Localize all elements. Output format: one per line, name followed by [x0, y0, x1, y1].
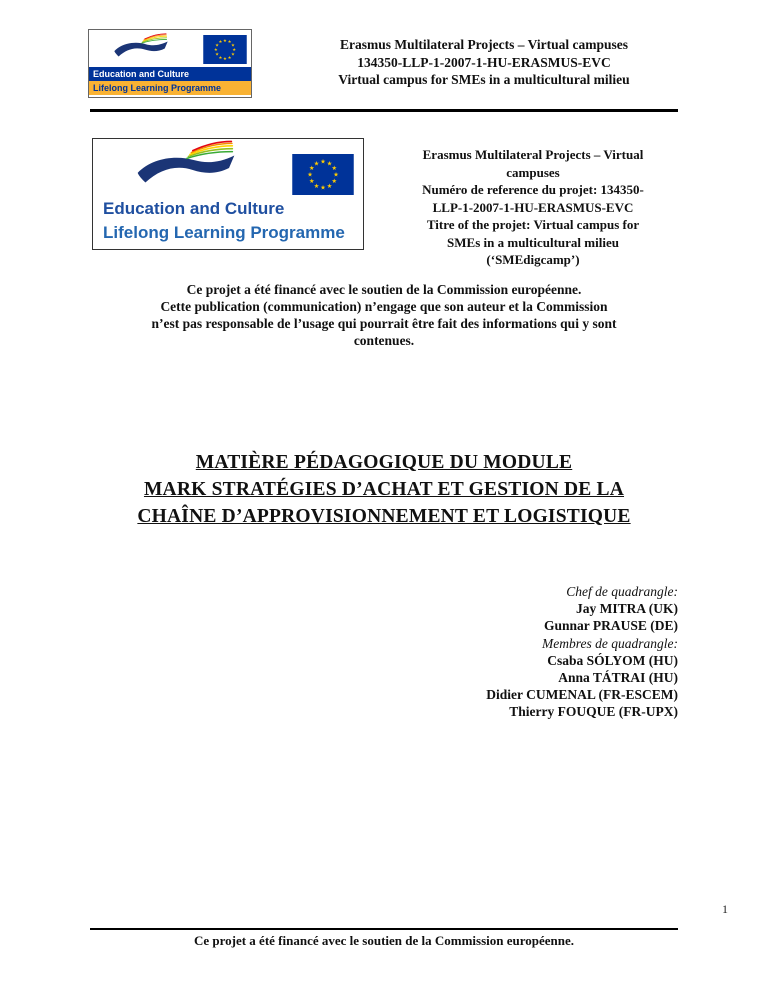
document-title — [0, 449, 768, 530]
project-line: campuses — [506, 164, 560, 180]
project-line: Numéro de reference du projet: 134350- — [422, 182, 644, 197]
page-number: 1 — [722, 902, 728, 916]
llp-swoosh-icon — [91, 33, 191, 65]
header-line-2: 134350-LLP-1-2007-1-HU-ERASMUS-EVC — [357, 54, 611, 70]
logo-caption-llp: Lifelong Learning Programme — [103, 223, 345, 242]
project-line: Erasmus Multilateral Projects – Virtual — [422, 147, 644, 162]
author-name: Gunnar PRAUSE (DE) — [543, 618, 678, 634]
project-line: SMEs in a multicultural milieu — [447, 234, 619, 250]
project-line: LLP-1-2007-1-HU-ERASMUS-EVC — [432, 199, 634, 215]
chef-label: Chef de quadrangle: — [566, 584, 678, 599]
header-divider — [90, 109, 678, 112]
author-name: Anna TÁTRAI (HU) — [558, 670, 678, 686]
logo-caption-education: Education and Culture — [103, 199, 285, 218]
funding-disclaimer — [84, 281, 684, 349]
author-name: Thierry FOUQUE (FR-UPX) — [509, 704, 678, 720]
disclaimer-line: contenues. — [353, 333, 415, 348]
membres-label: Membres de quadrangle: — [542, 635, 678, 651]
project-reference-block — [382, 146, 684, 269]
footer-divider — [90, 928, 678, 930]
eu-flag-icon — [292, 154, 354, 195]
logo-caption-education: Education and Culture — [89, 67, 251, 81]
header-line-1: Erasmus Multilateral Projects – Virtual campuses — [339, 37, 629, 52]
page-header-text — [300, 36, 668, 89]
footer-text: Ce projet a été financé avec le soutien de la Commission européenne. — [193, 933, 575, 948]
title-line-3: CHAÎNE D’APPROVISIONNEMENT ET LOGISTIQUE — [137, 506, 631, 527]
author-name: Jay MITRA (UK) — [576, 601, 678, 617]
eu-flag-icon — [203, 35, 247, 64]
llp-logo-large — [92, 138, 364, 250]
llp-swoosh-icon — [97, 140, 275, 198]
project-line: (‘SMEdigcamp’) — [486, 252, 580, 267]
author-name: Didier CUMENAL (FR-ESCEM) — [486, 687, 678, 703]
title-line-1: MATIÈRE PÉDAGOGIQUE DU MODULE — [195, 452, 573, 473]
logo-caption-llp: Lifelong Learning Programme — [89, 81, 251, 95]
disclaimer-line: n’est pas responsable de l’usage qui pourrait être fait des informations qui y sont — [151, 316, 617, 331]
project-line: Titre of the projet: Virtual campus for — [426, 217, 640, 232]
llp-logo-small — [88, 29, 252, 98]
llp-logo-small-graphics — [89, 30, 251, 67]
disclaimer-line: Cette publication (communication) n’engage que son auteur et la Commission — [160, 299, 608, 314]
header-line-3: Virtual campus for SMEs in a multicultural milieu — [338, 72, 630, 87]
authors-block — [278, 583, 678, 721]
title-line-2: MARK STRATÉGIES D’ACHAT ET GESTION DE LA — [143, 479, 625, 500]
author-name: Csaba SÓLYOM (HU) — [547, 652, 678, 668]
disclaimer-line: Ce projet a été financé avec le soutien de la Commission européenne. — [186, 282, 582, 297]
